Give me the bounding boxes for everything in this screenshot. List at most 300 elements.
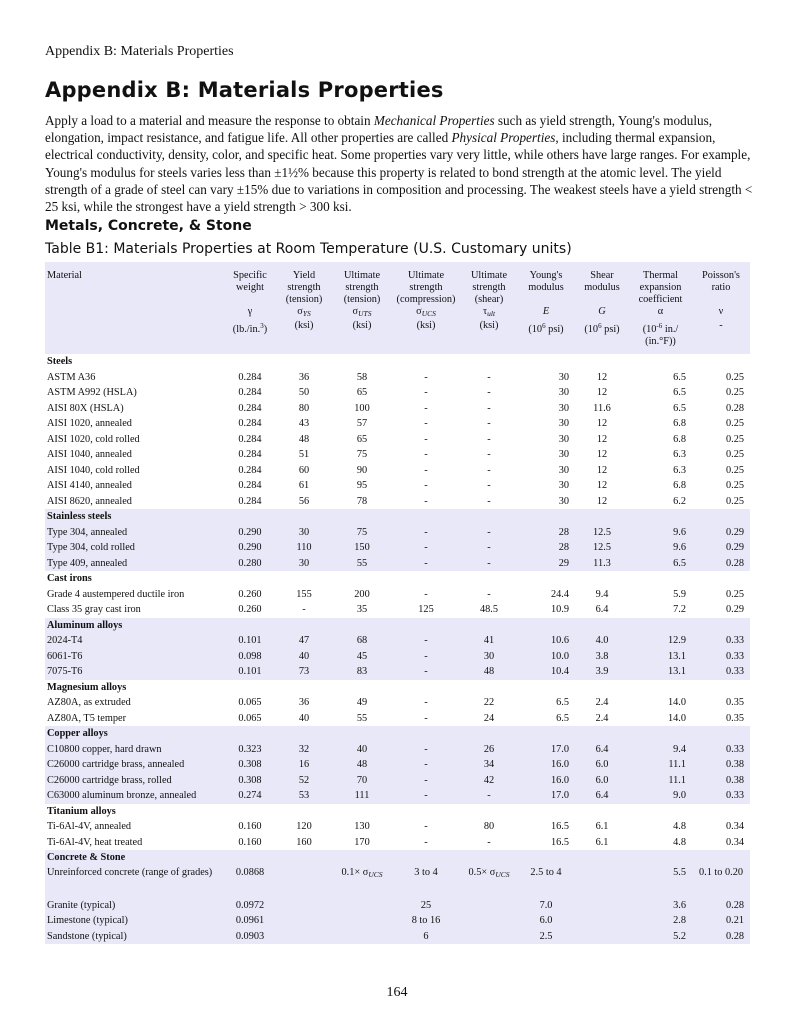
cell-thermal: 13.1 bbox=[629, 664, 692, 680]
cell-youngs: 16.0 bbox=[517, 773, 575, 789]
cell-material: AZ80A, T5 temper bbox=[47, 712, 127, 724]
cell-uts: 170 bbox=[354, 836, 370, 848]
category-row bbox=[45, 509, 750, 525]
cell-poisson: 0.38 bbox=[692, 773, 750, 789]
cell-poisson: 0.28 bbox=[692, 929, 750, 945]
cell-thermal: 14.0 bbox=[667, 712, 686, 724]
cell-ucs: - bbox=[391, 664, 461, 680]
cell-ucs: - bbox=[424, 821, 428, 832]
cell-uts: 57 bbox=[356, 418, 368, 429]
cell-thermal: 4.8 bbox=[673, 821, 686, 832]
cell-poisson: 0.25 bbox=[725, 449, 744, 460]
cell-material: C10800 copper, hard drawn bbox=[45, 742, 225, 758]
cell-specific-weight: 0.160 bbox=[238, 836, 262, 848]
cell-shear-modulus: 6.1 bbox=[595, 821, 609, 832]
cell-yield: 48 bbox=[298, 433, 310, 445]
cell-uts: 65 bbox=[356, 433, 368, 445]
group-magnesium bbox=[45, 695, 750, 726]
cell-ucs: 8 to 16 bbox=[391, 913, 461, 929]
cell-ucs: 125 bbox=[418, 604, 434, 615]
cell-yield: 120 bbox=[296, 821, 312, 832]
cell-thermal: 6.5 bbox=[673, 402, 686, 414]
cell-poisson: 0.25 bbox=[725, 418, 744, 429]
cell-yield: 16 bbox=[275, 757, 333, 773]
cell-shear-modulus: 12.5 bbox=[575, 540, 629, 556]
cell-material: AISI 1040, cold rolled bbox=[47, 464, 140, 476]
cell-specific-weight: 0.284 bbox=[238, 387, 262, 398]
cell-poisson: 0.28 bbox=[725, 402, 744, 414]
cell-thermal: 7.2 bbox=[673, 604, 686, 615]
symbol-sigma-ys: $\sigma_{YS}$ bbox=[275, 306, 333, 320]
table-row bbox=[45, 773, 750, 789]
cell-poisson: 0.25 bbox=[725, 387, 744, 398]
group-cast-irons bbox=[45, 587, 750, 618]
cell-ucs: - bbox=[391, 633, 461, 649]
cell-thermal: 9.6 bbox=[629, 525, 692, 541]
table-row bbox=[45, 370, 750, 386]
cell-thermal: 6.3 bbox=[673, 449, 686, 460]
page-title: Appendix B: Materials Properties bbox=[45, 78, 444, 102]
cell-specific-weight: 0.284 bbox=[238, 418, 262, 429]
cell-ucs: - bbox=[424, 588, 428, 600]
cell-ucs: - bbox=[424, 464, 428, 476]
cell-thermal: 11.1 bbox=[629, 773, 692, 789]
cell-material: 2024-T4 bbox=[45, 633, 225, 649]
cell-thermal: 6.8 bbox=[673, 480, 686, 491]
unit-youngs: ($10^6$ psi) bbox=[517, 320, 575, 354]
table-row bbox=[45, 494, 750, 510]
symbol-g: G bbox=[575, 306, 629, 320]
cell-uts: 130 bbox=[354, 821, 370, 832]
unit-shear-modulus: ($10^6$ psi) bbox=[575, 320, 629, 354]
cell-shear: - bbox=[487, 836, 491, 848]
cell-poisson: 0.25 bbox=[725, 480, 744, 491]
cell-uts: 65 bbox=[356, 387, 368, 398]
category-row bbox=[45, 850, 750, 866]
cell-specific-weight: 0.0972 bbox=[225, 898, 275, 914]
cell-youngs: 16.5 bbox=[550, 836, 569, 848]
cell-thermal: 6.2 bbox=[673, 495, 686, 507]
cell-specific-weight: 0.308 bbox=[225, 773, 275, 789]
cell-specific-weight: 0.274 bbox=[225, 788, 275, 804]
cell-yield: 40 bbox=[275, 649, 333, 665]
cell-material: Type 304, cold rolled bbox=[45, 540, 225, 556]
cell-shear: 41 bbox=[461, 633, 517, 649]
cell-thermal: 6.8 bbox=[673, 433, 686, 445]
cell-shear: - bbox=[461, 525, 517, 541]
cell-yield: 43 bbox=[298, 418, 310, 429]
cell-ucs: - bbox=[424, 371, 428, 383]
header-yield-strength: Yield strength (tension) bbox=[275, 262, 333, 306]
group-stainless bbox=[45, 525, 750, 572]
cell-uts: 49 bbox=[356, 697, 368, 708]
cell-shear: - bbox=[487, 402, 491, 414]
cell-material: Limestone (typical) bbox=[45, 913, 225, 929]
cell-shear: - bbox=[487, 387, 491, 398]
cell-shear: 48.5 bbox=[479, 604, 499, 615]
cell-ucs: - bbox=[424, 433, 428, 445]
cell-youngs: 16.5 bbox=[550, 821, 569, 832]
cell-uts: 55 bbox=[356, 712, 368, 724]
cell-material: AISI 80X (HSLA) bbox=[47, 402, 124, 414]
cell-specific-weight: 0.284 bbox=[238, 402, 262, 414]
cell-shear: - bbox=[487, 433, 491, 445]
table-row bbox=[45, 478, 750, 494]
symbol-alpha: α bbox=[629, 306, 692, 320]
cell-youngs: 10.4 bbox=[517, 664, 575, 680]
cell-yield: 61 bbox=[298, 480, 310, 491]
cell-thermal: 6.5 bbox=[629, 556, 692, 572]
cell-material: AISI 1020, annealed bbox=[47, 418, 132, 429]
cell-poisson: 0.25 bbox=[725, 371, 744, 383]
header-poissons-ratio: Poisson's ratio bbox=[692, 262, 750, 306]
cell-youngs: 30 bbox=[558, 449, 569, 460]
category-row bbox=[45, 680, 750, 696]
cell-youngs: 28 bbox=[517, 525, 575, 541]
header-ultimate-shear: Ultimate strength (shear) bbox=[461, 262, 517, 306]
symbol-tau-ult: $\tau_{ult}$ bbox=[461, 306, 517, 320]
table-row bbox=[45, 432, 750, 448]
cell-ucs: - bbox=[391, 556, 461, 572]
cell-uts: 83 bbox=[333, 664, 391, 680]
cell-specific-weight: 0.284 bbox=[238, 433, 262, 445]
cell-thermal: 4.8 bbox=[673, 836, 686, 848]
cell-youngs: 30 bbox=[558, 495, 569, 507]
cell-ucs: - bbox=[391, 788, 461, 804]
cell-shear: - bbox=[461, 556, 517, 572]
cell-poisson: 0.29 bbox=[692, 525, 750, 541]
cell-material: AISI 8620, annealed bbox=[47, 495, 132, 507]
cell-specific-weight: 0.323 bbox=[225, 742, 275, 758]
cell-shear-modulus: 12 bbox=[596, 480, 608, 491]
cell-uts: 90 bbox=[356, 464, 368, 476]
cell-uts: 35 bbox=[356, 604, 368, 615]
cell-shear: - bbox=[487, 371, 491, 383]
table-row bbox=[45, 540, 750, 556]
unit-uts: (ksi) bbox=[333, 320, 391, 354]
cell-poisson: 0.28 bbox=[692, 556, 750, 572]
table-row bbox=[45, 819, 750, 835]
cell-shear: 80 bbox=[483, 821, 495, 832]
cell-shear: $0.5\times \sigma_{UCS}$ bbox=[461, 866, 517, 898]
cell-specific-weight: 0.290 bbox=[225, 525, 275, 541]
cell-thermal: 5.2 bbox=[629, 929, 692, 945]
cell-shear-modulus: 11.3 bbox=[575, 556, 629, 572]
cell-youngs: 10.6 bbox=[517, 633, 575, 649]
group-concrete-stone bbox=[45, 850, 750, 898]
cell-ucs: - bbox=[391, 757, 461, 773]
table-row bbox=[45, 742, 750, 758]
cell-thermal: 2.8 bbox=[629, 913, 692, 929]
cell-youngs: 10.0 bbox=[517, 649, 575, 665]
cell-shear: - bbox=[487, 449, 491, 460]
cell-thermal: 14.0 bbox=[667, 697, 686, 708]
cell-yield: 51 bbox=[298, 449, 310, 460]
cell-shear: - bbox=[487, 480, 491, 491]
cell-specific-weight: 0.260 bbox=[238, 604, 262, 615]
cell-shear: - bbox=[487, 495, 491, 507]
cell-yield: 110 bbox=[275, 540, 333, 556]
cell-shear-modulus: 4.0 bbox=[575, 633, 629, 649]
cell-material: ASTM A992 (HSLA) bbox=[47, 387, 137, 398]
cell-shear-modulus: 3.8 bbox=[575, 649, 629, 665]
cell-specific-weight: 0.284 bbox=[238, 480, 262, 491]
cell-thermal: 9.0 bbox=[629, 788, 692, 804]
cell-specific-weight: 0.0961 bbox=[225, 913, 275, 929]
unit-specific-weight: (lb./in.$^3$) bbox=[225, 320, 275, 354]
table-row bbox=[45, 929, 750, 945]
cell-youngs: 30 bbox=[558, 387, 569, 398]
header-row-labels bbox=[45, 262, 750, 306]
cell-specific-weight: 0.308 bbox=[225, 757, 275, 773]
cell-youngs: 6.5 bbox=[556, 712, 569, 724]
cell-thermal: 6.5 bbox=[673, 387, 686, 398]
cell-shear-modulus: 11.6 bbox=[593, 402, 611, 414]
cell-youngs: 6.5 bbox=[556, 697, 569, 708]
cell-ucs: 6 bbox=[391, 929, 461, 945]
table-row bbox=[45, 447, 750, 463]
cell-poisson: 0.33 bbox=[692, 788, 750, 804]
cell-shear-modulus: 12 bbox=[596, 371, 608, 383]
cell-poisson: 0.25 bbox=[725, 588, 744, 600]
cell-thermal: 5.5 bbox=[629, 866, 692, 898]
cell-shear: 42 bbox=[461, 773, 517, 789]
cell-youngs: 7.0 bbox=[517, 898, 575, 914]
cell-shear: 26 bbox=[461, 742, 517, 758]
table-row bbox=[45, 913, 750, 929]
table-row bbox=[45, 463, 750, 479]
table-row bbox=[45, 602, 750, 618]
cell-uts: 95 bbox=[356, 480, 368, 491]
category-stainless: Stainless steels bbox=[45, 509, 750, 525]
cell-material: AISI 1020, cold rolled bbox=[47, 433, 140, 445]
cell-youngs: 30 bbox=[558, 371, 569, 383]
cell-poisson: 0.34 bbox=[725, 836, 744, 848]
cell-uts: 100 bbox=[354, 402, 370, 414]
table-row bbox=[45, 649, 750, 665]
header-thermal-expansion: Thermal expansion coefficient bbox=[629, 262, 692, 306]
table-row bbox=[45, 556, 750, 572]
cell-shear-modulus: 3.9 bbox=[575, 664, 629, 680]
cell-youngs: 30 bbox=[558, 402, 569, 414]
cell-ucs: - bbox=[424, 449, 428, 460]
cell-shear-modulus: 12.5 bbox=[575, 525, 629, 541]
cell-specific-weight: 0.101 bbox=[225, 664, 275, 680]
cell-material: ASTM A36 bbox=[47, 371, 96, 383]
category-titanium: Titanium alloys bbox=[47, 805, 116, 817]
cell-material: Grade 4 austempered ductile iron bbox=[47, 588, 185, 600]
cell-uts: 68 bbox=[333, 633, 391, 649]
cell-material: AISI 4140, annealed bbox=[47, 480, 132, 491]
cell-specific-weight: 0.284 bbox=[238, 495, 262, 507]
table-row bbox=[45, 695, 750, 711]
group-titanium bbox=[45, 819, 750, 850]
cell-thermal: 6.3 bbox=[673, 464, 686, 476]
cell-shear-modulus: 12 bbox=[596, 464, 608, 476]
cell-thermal: 5.9 bbox=[673, 588, 686, 600]
category-cast-irons-wrap bbox=[45, 571, 750, 587]
cell-specific-weight: 0.0903 bbox=[225, 929, 275, 945]
cell-youngs: 29 bbox=[517, 556, 575, 572]
cell-youngs: 30 bbox=[558, 418, 569, 429]
cell-specific-weight: 0.101 bbox=[225, 633, 275, 649]
cell-specific-weight: 0.284 bbox=[238, 449, 262, 460]
symbol-sigma-uts: $\sigma_{UTS}$ bbox=[333, 306, 391, 320]
cell-shear: 48 bbox=[461, 664, 517, 680]
cell-youngs: 30 bbox=[558, 480, 569, 491]
cell-shear-modulus: 6.4 bbox=[575, 788, 629, 804]
cell-poisson: 0.33 bbox=[692, 664, 750, 680]
cell-uts: 200 bbox=[354, 588, 370, 600]
cell-poisson: 0.25 bbox=[725, 433, 744, 445]
cell-material: Sandstone (typical) bbox=[45, 929, 225, 945]
unit-poisson: - bbox=[692, 320, 750, 354]
cell-material: C26000 cartridge brass, annealed bbox=[45, 757, 225, 773]
category-row bbox=[45, 726, 750, 742]
table-row bbox=[45, 664, 750, 680]
cell-poisson: 0.35 bbox=[725, 712, 744, 724]
cell-yield: 32 bbox=[275, 742, 333, 758]
materials-table bbox=[45, 262, 750, 944]
cell-shear-modulus: 12 bbox=[596, 418, 608, 429]
cell-shear-modulus: 12 bbox=[596, 433, 608, 445]
page-number: 164 bbox=[386, 985, 408, 1000]
cell-shear-modulus: 6.0 bbox=[575, 757, 629, 773]
cell-yield: 80 bbox=[298, 402, 310, 414]
category-copper: Copper alloys bbox=[45, 726, 750, 742]
cell-uts: 75 bbox=[356, 449, 368, 460]
cell-uts: 40 bbox=[333, 742, 391, 758]
cell-uts: $0.1\times \sigma_{UCS}$ bbox=[333, 866, 391, 898]
table-row bbox=[45, 587, 750, 603]
cell-yield: 73 bbox=[275, 664, 333, 680]
cell-uts: 48 bbox=[333, 757, 391, 773]
cell-yield: 40 bbox=[298, 712, 310, 724]
cell-shear-modulus: 6.4 bbox=[575, 742, 629, 758]
header-row-units bbox=[45, 320, 750, 354]
cell-poisson: 0.33 bbox=[692, 649, 750, 665]
table-row bbox=[45, 385, 750, 401]
group-stones bbox=[45, 898, 750, 945]
cell-thermal: 6.5 bbox=[673, 371, 686, 383]
cell-specific-weight: 0.260 bbox=[238, 588, 262, 600]
cell-yield: 36 bbox=[298, 697, 310, 708]
category-row bbox=[45, 804, 750, 820]
cell-yield: 30 bbox=[275, 525, 333, 541]
group-steels bbox=[45, 370, 750, 510]
cell-youngs: 16.0 bbox=[517, 757, 575, 773]
cell-poisson: 0.33 bbox=[692, 742, 750, 758]
table-caption: Table B1: Materials Properties at Room Temperature (U.S. Customary units) bbox=[45, 241, 572, 257]
cell-uts: 55 bbox=[333, 556, 391, 572]
unit-yield: (ksi) bbox=[275, 320, 333, 354]
category-row bbox=[45, 618, 750, 634]
cell-uts: 58 bbox=[356, 371, 368, 383]
table-row bbox=[45, 788, 750, 804]
unit-thermal: ($10^{-6}$ in./ (in.°F)) bbox=[629, 320, 692, 354]
cell-ucs: - bbox=[424, 836, 428, 848]
cell-material: Type 409, annealed bbox=[45, 556, 225, 572]
cell-yield: 50 bbox=[298, 387, 310, 398]
cell-poisson: 0.1 to 0.20 bbox=[692, 866, 750, 898]
cell-yield: 47 bbox=[275, 633, 333, 649]
cell-material: AISI 1040, annealed bbox=[47, 449, 132, 460]
category-copper-wrap bbox=[45, 726, 750, 742]
cell-ucs: - bbox=[391, 525, 461, 541]
table-body bbox=[45, 354, 750, 370]
category-concrete-stone: Concrete & Stone bbox=[45, 850, 750, 866]
cell-shear-modulus: 12 bbox=[596, 449, 608, 460]
cell-youngs: 17.0 bbox=[517, 788, 575, 804]
cell-thermal: 9.6 bbox=[629, 540, 692, 556]
cell-youngs: 6.0 bbox=[517, 913, 575, 929]
cell-ucs: - bbox=[391, 773, 461, 789]
cell-uts: 70 bbox=[333, 773, 391, 789]
cell-shear-modulus: 9.4 bbox=[595, 588, 609, 600]
cell-ucs: - bbox=[424, 495, 428, 507]
symbol-sigma-ucs: $\sigma_{UCS}$ bbox=[391, 306, 461, 320]
category-stainless-wrap bbox=[45, 509, 750, 525]
section-heading: Metals, Concrete, & Stone bbox=[45, 218, 252, 234]
table-row bbox=[45, 898, 750, 914]
cell-yield: 155 bbox=[296, 588, 312, 600]
symbol-e: E bbox=[517, 306, 575, 320]
cell-shear: 34 bbox=[461, 757, 517, 773]
cell-ucs: - bbox=[424, 387, 428, 398]
cell-specific-weight: 0.0868 bbox=[225, 866, 275, 898]
table-row bbox=[45, 757, 750, 773]
cell-material: 7075-T6 bbox=[45, 664, 225, 680]
table-row bbox=[45, 866, 750, 898]
cell-yield: 56 bbox=[298, 495, 310, 507]
cell-yield: 160 bbox=[296, 836, 312, 848]
cell-material: Type 304, annealed bbox=[45, 525, 225, 541]
cell-shear-modulus: 12 bbox=[596, 495, 608, 507]
cell-thermal: 11.1 bbox=[629, 757, 692, 773]
header-ultimate-compression: Ultimate strength (compression) bbox=[391, 262, 461, 306]
cell-shear: - bbox=[487, 464, 491, 476]
unit-ucs: (ksi) bbox=[391, 320, 461, 354]
cell-shear-modulus: 6.1 bbox=[595, 836, 609, 848]
cell-poisson: 0.29 bbox=[692, 540, 750, 556]
cell-shear: - bbox=[461, 540, 517, 556]
cell-thermal: 12.9 bbox=[629, 633, 692, 649]
table-row bbox=[45, 711, 750, 727]
cell-youngs: 30 bbox=[558, 433, 569, 445]
symbol-nu: ν bbox=[692, 306, 750, 320]
cell-ucs: - bbox=[391, 540, 461, 556]
cell-ucs: - bbox=[424, 480, 428, 491]
cell-specific-weight: 0.065 bbox=[238, 712, 262, 724]
cell-specific-weight: 0.290 bbox=[225, 540, 275, 556]
cell-ucs: - bbox=[424, 712, 428, 724]
mechanical-properties-term: Mechanical Properties bbox=[373, 113, 495, 128]
cell-shear: 30 bbox=[461, 649, 517, 665]
cell-specific-weight: 0.284 bbox=[238, 371, 262, 383]
cell-uts: 45 bbox=[333, 649, 391, 665]
cell-thermal: 13.1 bbox=[629, 649, 692, 665]
category-row bbox=[45, 354, 750, 370]
cell-specific-weight: 0.280 bbox=[225, 556, 275, 572]
category-cast-irons: Cast irons bbox=[47, 573, 92, 584]
category-aluminum-wrap bbox=[45, 618, 750, 634]
cell-material: C63000 aluminum bronze, annealed bbox=[45, 788, 225, 804]
table-row bbox=[45, 633, 750, 649]
cell-ucs: 3 to 4 bbox=[391, 866, 461, 898]
header-ultimate-tension: Ultimate strength (tension) bbox=[333, 262, 391, 306]
cell-yield: 60 bbox=[298, 464, 310, 476]
category-magnesium-wrap bbox=[45, 680, 750, 696]
